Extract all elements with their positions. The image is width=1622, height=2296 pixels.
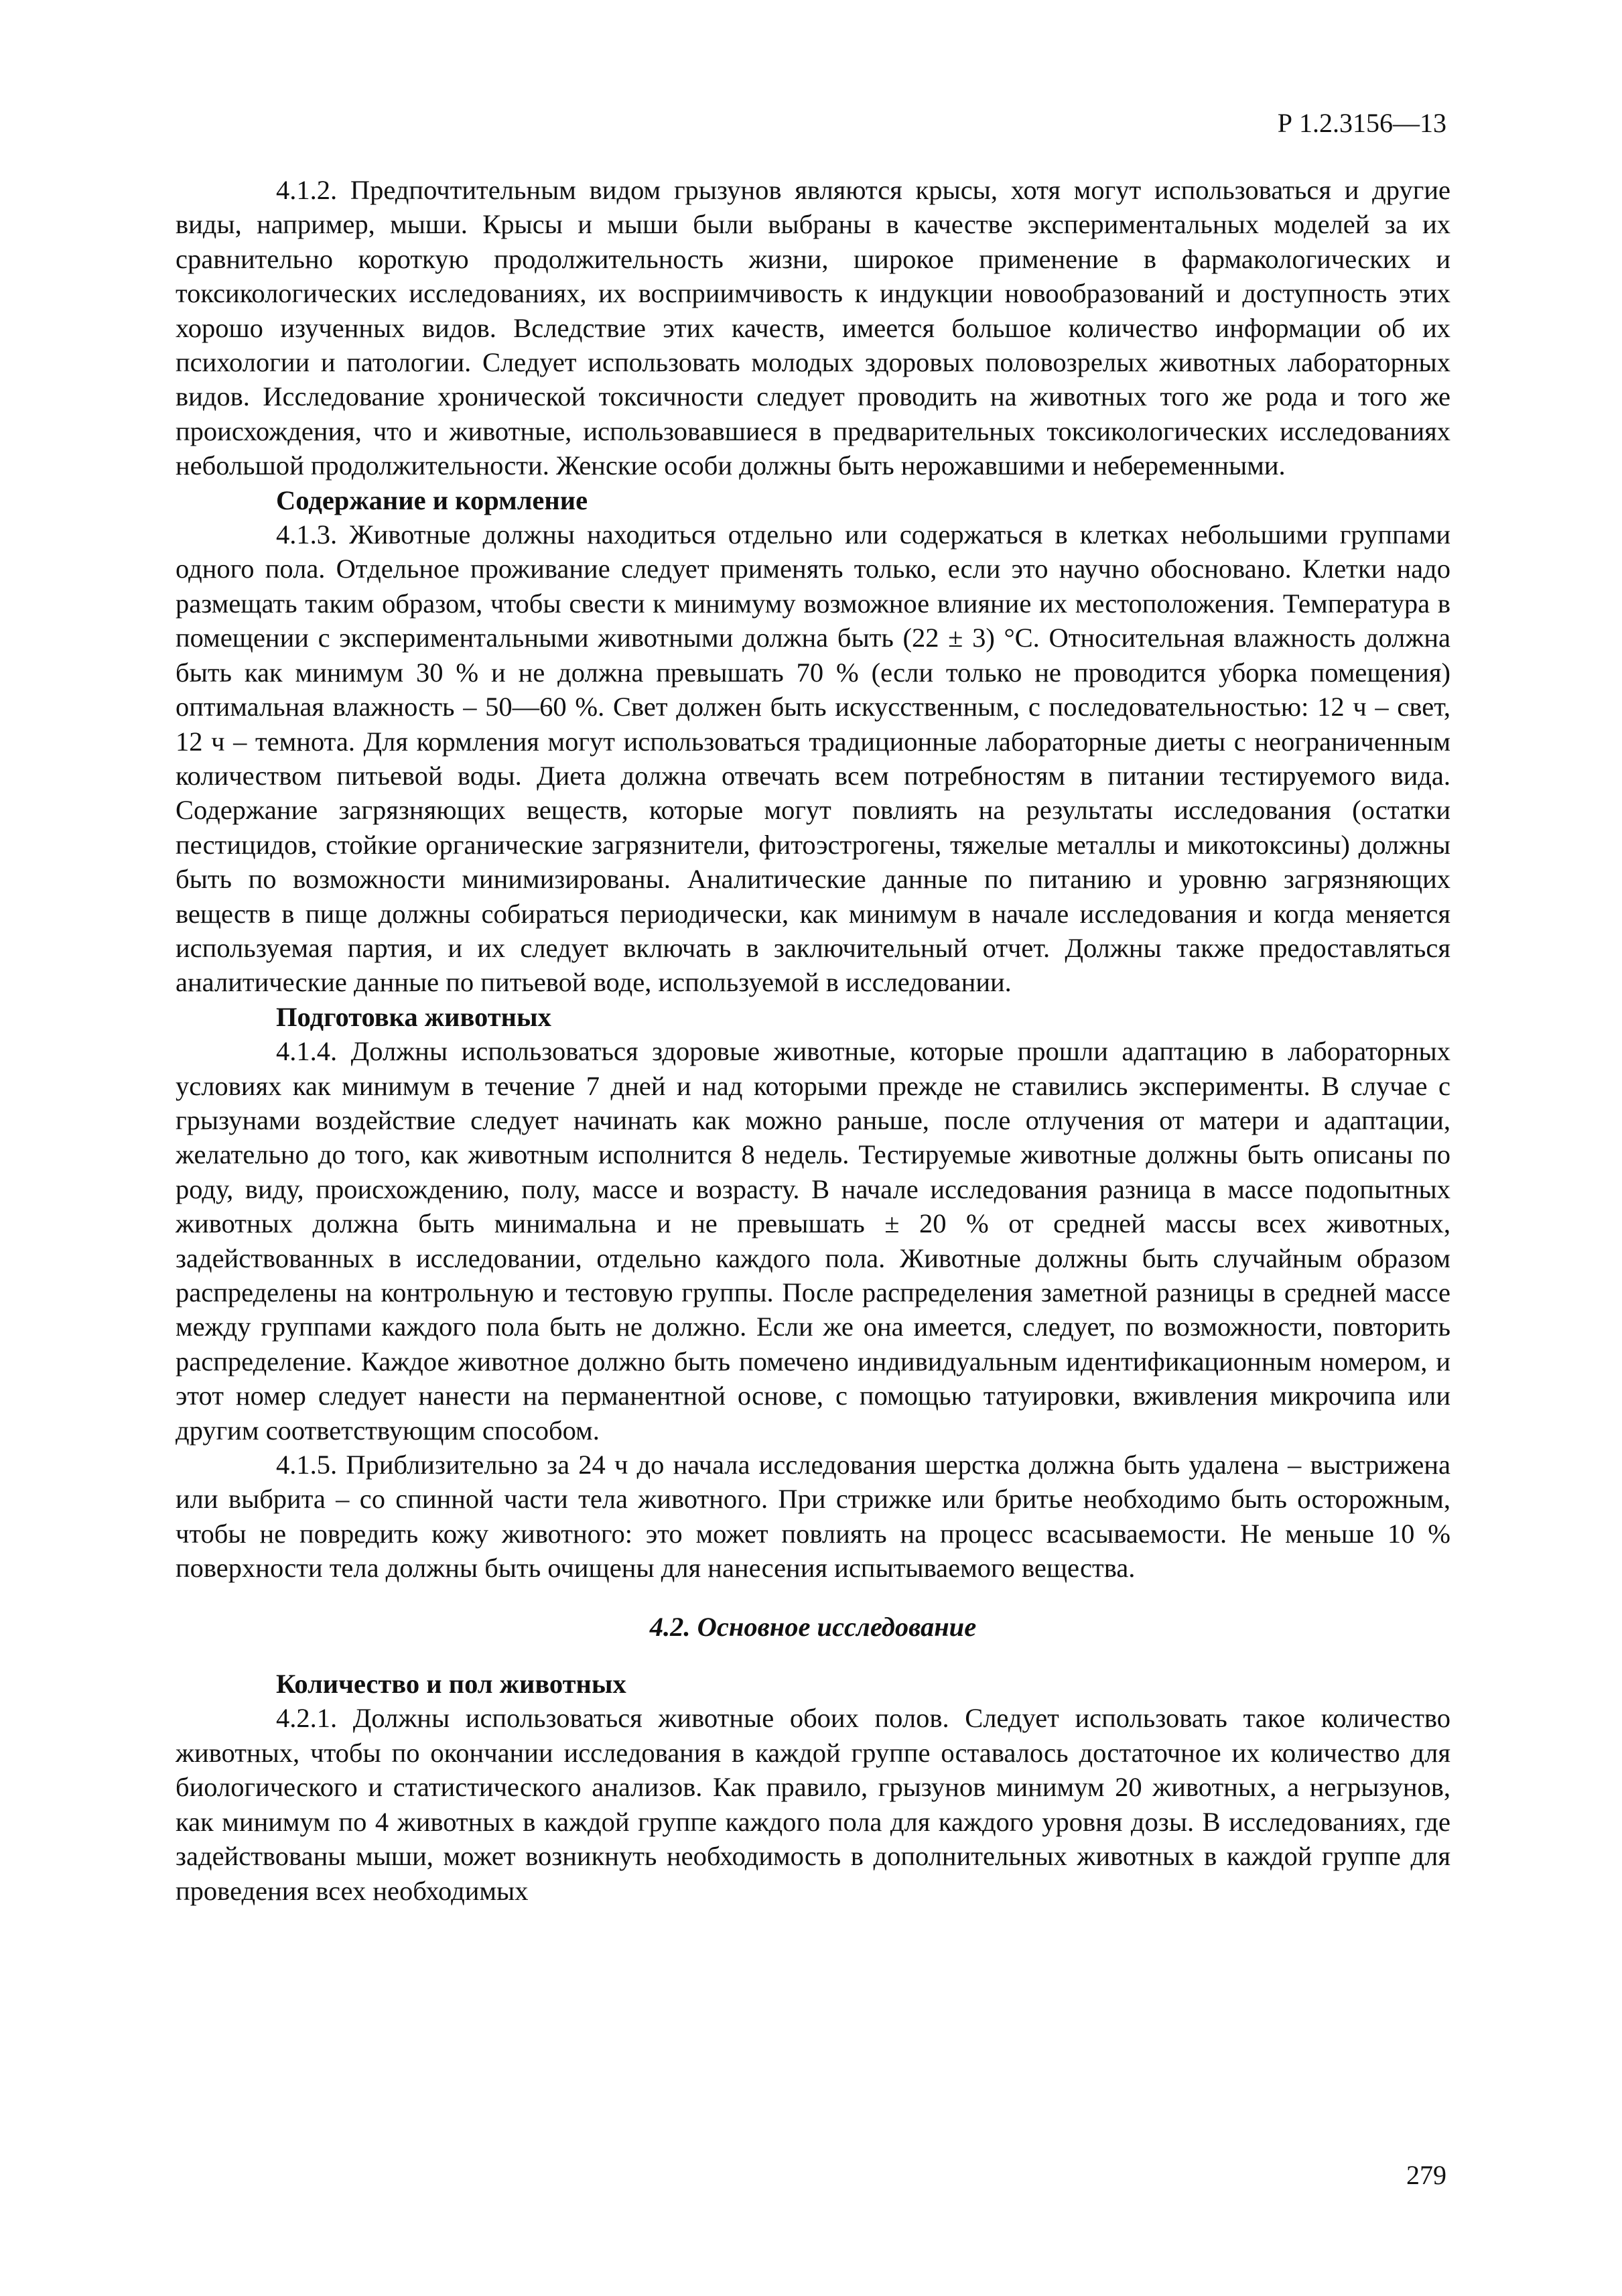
heading-number-sex: Количество и пол животных <box>276 1669 626 1700</box>
paragraph-4-2-1: 4.2.1. Должны использоваться животные обоих полов. Следует использовать такое количество животных, чтобы по окончании исследования в каждой группе оставалось достаточное их количество для биологического и статистического анализов. Как правило, грызунов минимум 20 животных, а негрызунов, как минимум по 4 животных в каждой группе каждого пола для каждого уровня дозы. В исследованиях, где задействованы мыши, может возникнуть необходимость в дополнительных животных в каждой группе для проведения всех необходимых <box>176 1703 1450 1906</box>
heading-housing-feeding: Содержание и кормление <box>276 485 588 515</box>
section-heading-4-2: 4.2. Основное исследование <box>649 1611 977 1642</box>
document-code: Р 1.2.3156—13 <box>1277 108 1446 138</box>
paragraph-4-1-5: 4.1.5. Приблизительно за 24 ч до начала исследования шерстка должна быть удалена – выстрижена или выбрита – со спинной части тела животного. При стрижке или бритье необходимо быть осторожным, чтобы не повредить кожу животного: это может повлиять на процесс всасываемости. Не меньше 10 % поверхности тела должны быть очищены для нанесения испытываемого вещества. <box>176 1450 1450 1584</box>
paragraph-4-1-4: 4.1.4. Должны использоваться здоровые животные, которые прошли адаптацию в лабораторных условиях как минимум в течение 7 дней и над которыми прежде не ставились эксперименты. В случае с грызунами воздействие следует начинать как можно раньше, после отлучения от матери и адаптации, желательно до того, как животным исполнится 8 недель. Тестируемые животные должны быть описаны по роду, виду, происхождению, полу, массе и возрасту. В начале исследования разница в массе подопытных животных должна быть минимальна и не превышать ± 20 % от средней массы всех животных, задействованных в исследовании, отдельно каждого пола. Животные должны быть случайным образом распределены на контрольную и тестовую группы. После распределения заметной разницы в средней массе между группами каждого пола быть не должно. Если же она имеется, следует, по возможности, повторить распределение. Каждое животное должно быть помечено индивидуальным идентификационным номером, и этот номер следует нанести на перманентной основе, с помощью татуировки, вживления микрочипа или другим соответствующим способом. <box>176 1036 1450 1446</box>
paragraph-4-1-2: 4.1.2. Предпочтительным видом грызунов являются крысы, хотя могут использоваться и другие виды, например, мыши. Крысы и мыши были выбраны в качестве экспериментальных моделей за их сравнительно короткую продолжительность жизни, широкое применение в фармакологических и токсикологических исследованиях, их восприимчивость к индукции новообразований и доступность этих хорошо изученных видов. Вследствие этих качеств, имеется большое количество информации об их психологии и патологии. Следует использовать молодых здоровых половозрелых животных лабораторных видов. Исследование хронической токсичности следует проводить на животных того же рода и того же происхождения, что и животные, использовавшиеся в предварительных токсикологических исследованиях небольшой продолжительности. Женские особи должны быть нерожавшими и небеременными. <box>176 175 1450 481</box>
page-number: 279 <box>1406 2160 1446 2190</box>
heading-animal-preparation: Подготовка животных <box>276 1001 551 1032</box>
document-body <box>176 173 1450 1908</box>
paragraph-4-1-3: 4.1.3. Животные должны находиться отдельно или содержаться в клетках небольшими группами одного пола. Отдельное проживание следует применять только, если это научно обосновано. Клетки надо размещать таким образом, чтобы свести к минимуму возможное влияние их местоположения. Температура в помещении с экспериментальными животными должна быть (22 ± 3) °С. Относительная влажность должна быть как минимум 30 % и не должна превышать 70 % (если только не проводится уборка помещения) оптимальная влажность – 50—60 %. Свет должен быть искусственным, с последовательностью: 12 ч – свет, 12 ч – темнота. Для кормления могут использоваться традиционные лабораторные диеты с неограниченным количеством питьевой воды. Диета должна отвечать всем потребностям в питании тестируемого вида. Содержание загрязняющих веществ, которые могут повлиять на результаты исследования (остатки пестицидов, стойкие органические загрязнители, фитоэстрогены, тяжелые металлы и микотоксины) должны быть по возможности минимизированы. Аналитические данные по питанию и уровню загрязняющих веществ в пище должны собираться периодически, как минимум в начале исследования и когда меняется используемая партия, и их следует включать в заключительный отчет. Должны также предоставляться аналитические данные по питьевой воде, используемой в исследовании. <box>176 519 1450 998</box>
